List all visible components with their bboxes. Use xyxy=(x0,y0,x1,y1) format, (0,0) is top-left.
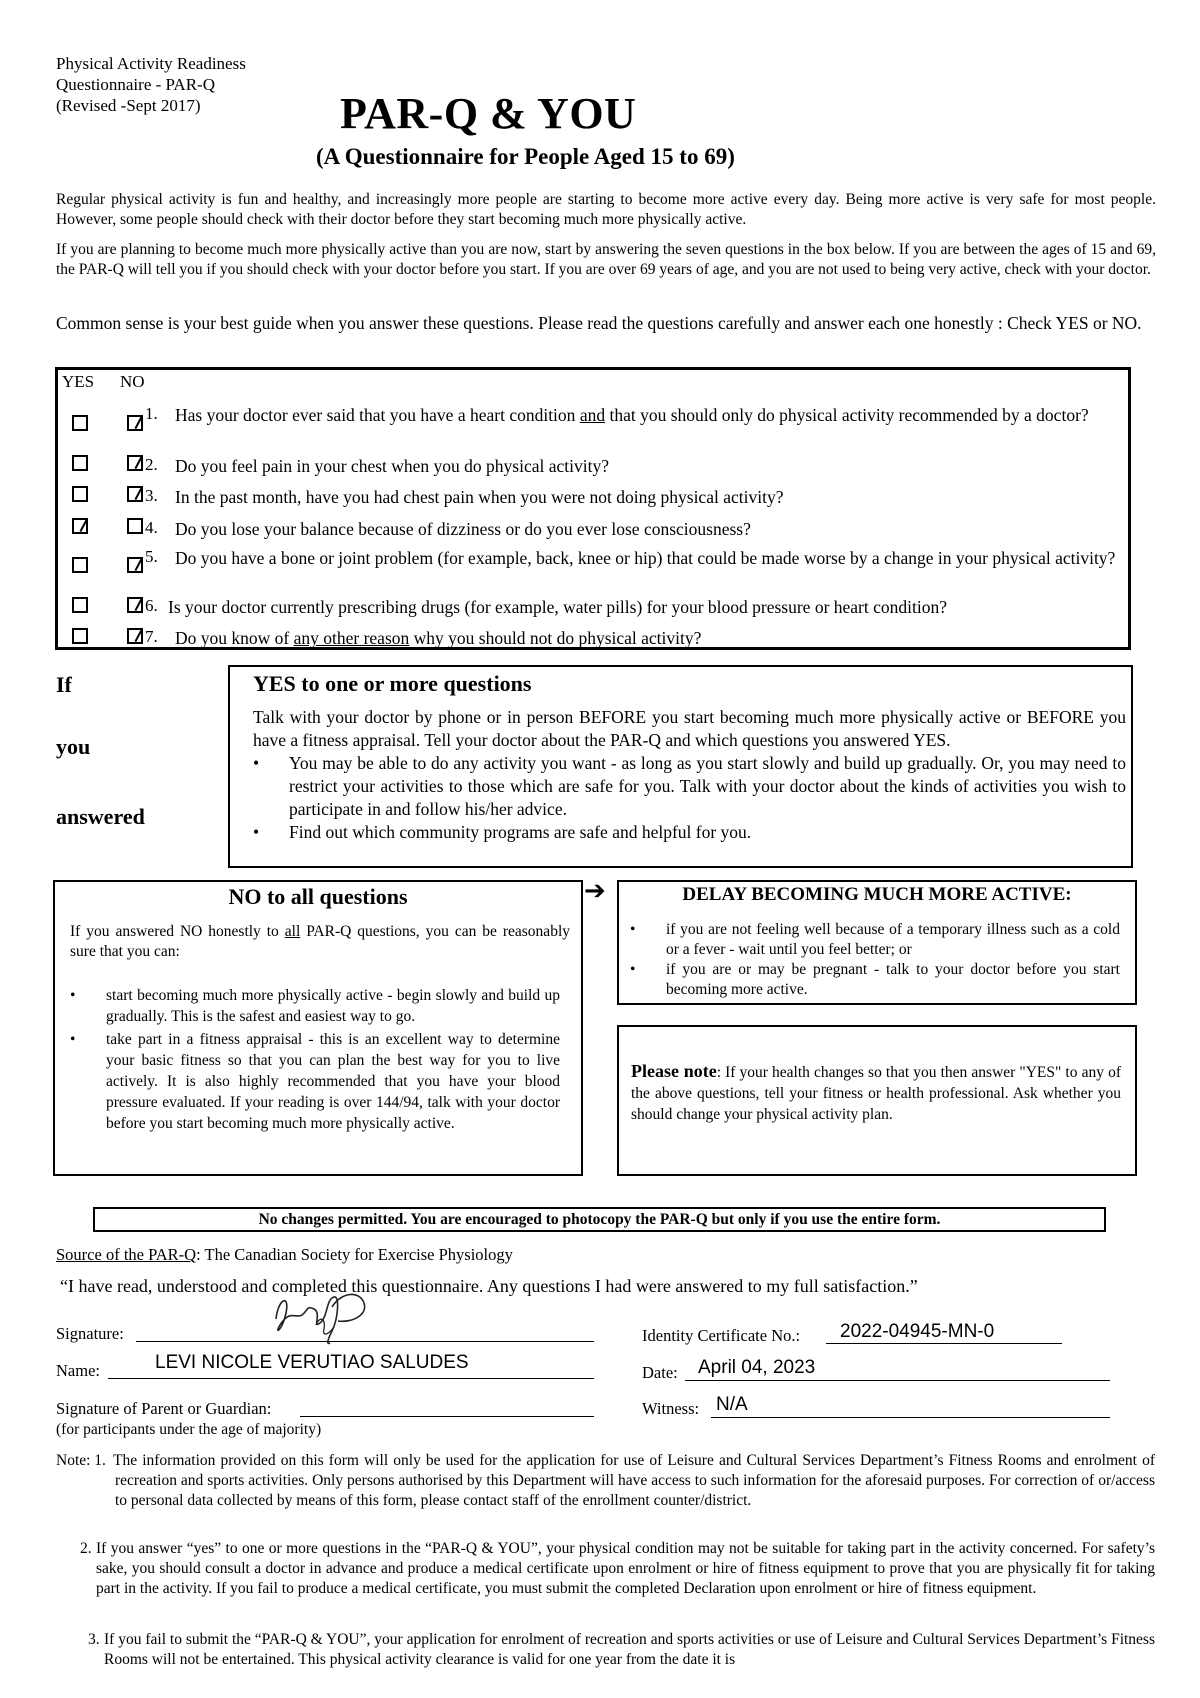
parent-signature-field[interactable] xyxy=(300,1416,594,1417)
q6-text: Is your doctor currently prescribing drugs (for example, water pills) for your blood pressure or heart condition? xyxy=(168,597,947,617)
note-3-prefix: 3. xyxy=(88,1631,100,1648)
q1-yes-checkbox[interactable] xyxy=(72,415,88,431)
witness-label: Witness: xyxy=(642,1399,700,1418)
no-box-heading: NO to all questions xyxy=(228,884,408,909)
q1-text xyxy=(175,404,1125,426)
parent-note: (for participants under the age of majority) xyxy=(56,1421,322,1438)
no-column-header: NO xyxy=(120,372,145,391)
witness-value: N/A xyxy=(716,1394,748,1415)
yes-box-heading: YES to one or more questions xyxy=(253,671,532,696)
q1-number: 1. xyxy=(145,404,158,423)
q2-number: 2. xyxy=(145,455,158,474)
note-2-prefix: 2. xyxy=(80,1540,92,1557)
q5-no-checkbox[interactable] xyxy=(127,557,143,573)
list-item: • if you are not feeling well because of a temporary illness such as a cold or a fever - wait until you feel better; or xyxy=(630,920,1120,960)
no-changes-banner: No changes permitted. You are encouraged to photocopy the PAR-Q but only if you use the entire form. xyxy=(93,1207,1106,1232)
no-box-intro xyxy=(70,922,570,962)
intro-paragraph-2: If you are planning to become much more physically active than you are now, start by answering the seven questions in the box below. If you are between the ages of 15 and 69, the PAR-Q will tell you if you should check with your doctor before you start. If you are over 69 years of age, and you are not used to being very active, check with your doctor. xyxy=(56,241,1156,278)
witness-field[interactable] xyxy=(711,1417,1110,1418)
please-note-body: : If your health changes so that you then answer "YES" to any of the above questions, tell your fitness or health professional. Ask whether you should change your physical activity plan. xyxy=(631,1064,1121,1123)
identity-value: 2022-04945-MN-0 xyxy=(840,1321,995,1342)
list-item: • You may be able to do any activity you want - as long as you start slowly and build up gradually. Or, you may need to restrict your activities to those which are safe for you. Talk with your doctor about the kinds of activities you wish to participate in and follow his/her advice. xyxy=(253,752,1126,821)
intro-paragraph-1: Regular physical activity is fun and healthy, and increasingly more people are starting to become more active every day. Being more active is very safe for most people. However, some people should check with their doctor before they start becoming much more physically active. xyxy=(56,191,1156,228)
q1-text-a: Has your doctor ever said that you have a heart condition xyxy=(175,405,580,425)
form-reference-line: Questionnaire - PAR-Q xyxy=(56,75,215,94)
no-box-intro-underlined: all xyxy=(284,923,301,940)
list-item: • take part in a fitness appraisal - this is an excellent way to determine your basic fitness so that you can plan the best way for you to live actively. It is also highly recommended that you have your blood pressure evaluated. If your reading is over 144/94, talk with your doctor before you start becoming much more physically active. xyxy=(70,1029,560,1134)
please-note-text xyxy=(631,1061,1121,1125)
q3-no-checkbox[interactable] xyxy=(127,486,143,502)
q7-text-a: Do you know of xyxy=(175,628,294,648)
form-reference xyxy=(56,53,246,116)
q6-number: 6. xyxy=(145,596,158,615)
q2-text: Do you feel pain in your chest when you do physical activity? xyxy=(175,456,609,476)
q6-yes-checkbox[interactable] xyxy=(72,597,88,613)
yes-column-header: YES xyxy=(62,372,95,391)
delay-box-heading: DELAY BECOMING MUCH MORE ACTIVE: xyxy=(682,884,1072,905)
q4-no-checkbox[interactable] xyxy=(127,518,143,534)
q1-no-checkbox[interactable] xyxy=(127,415,143,431)
name-label: Name: xyxy=(56,1361,100,1380)
page-title: PAR-Q & YOU xyxy=(340,89,637,138)
q7-number: 7. xyxy=(145,627,158,646)
q7-no-checkbox[interactable] xyxy=(127,628,143,644)
no-box-intro-b: PAR-Q questions, you can be reasonably sure that you can: xyxy=(70,923,570,960)
page-subtitle: (A Questionnaire for People Aged 15 to 69) xyxy=(316,144,735,169)
identity-field[interactable] xyxy=(826,1343,1062,1344)
q7-text-underlined: any other reason xyxy=(293,628,410,648)
date-value: April 04, 2023 xyxy=(698,1357,816,1378)
note-3: If you fail to submit the “PAR-Q & YOU”, your application for enrolment of recreation and sports activities or use of Leisure and Cultural Services Department’s Fitness Rooms will not be entertained. This physical activity clearance is valid for one year from the date it is xyxy=(104,1631,1155,1668)
intro-paragraph-3: Common sense is your best guide when you answer these questions. Please read the questions carefully and answer each one honestly : Check YES or NO. xyxy=(56,313,1142,333)
q5-yes-checkbox[interactable] xyxy=(72,557,88,573)
q7-text-b: why you should not do physical activity? xyxy=(409,628,702,648)
q6-no-checkbox[interactable] xyxy=(127,597,143,613)
note-1-prefix: Note: 1. xyxy=(56,1452,106,1469)
no-box-intro-a: If you answered NO honestly to xyxy=(70,923,285,940)
q2-yes-checkbox[interactable] xyxy=(72,455,88,471)
signature-image xyxy=(268,1285,378,1351)
q5-text: Do you have a bone or joint problem (for example, back, knee or hip) that could be made worse by a change in your physical activity? xyxy=(175,548,1116,568)
q7-yes-checkbox[interactable] xyxy=(72,628,88,644)
q1-text-b: that you should only do physical activity recommended by a doctor? xyxy=(605,405,1089,425)
q3-number: 3. xyxy=(145,486,158,505)
q2-no-checkbox[interactable] xyxy=(127,455,143,471)
form-reference-line: (Revised -Sept 2017) xyxy=(56,96,201,115)
list-item: • Find out which community programs are safe and helpful for you. xyxy=(253,821,1126,844)
source-label: Source of the PAR-Q xyxy=(56,1245,197,1264)
q4-yes-checkbox[interactable] xyxy=(72,518,88,534)
delay-box-bullets xyxy=(630,920,1120,1000)
q4-number: 4. xyxy=(145,518,158,537)
you-label: you xyxy=(56,734,91,759)
list-item: • if you are or may be pregnant - talk to your doctor before you start becoming more active. xyxy=(630,960,1120,1000)
q7-text xyxy=(175,627,1125,649)
declaration: “I have read, understood and completed this questionnaire. Any questions I had were answered to my full satisfaction.” xyxy=(60,1276,918,1296)
source-text: : The Canadian Society for Exercise Physiology xyxy=(196,1245,513,1264)
yes-box-text: Talk with your doctor by phone or in person BEFORE you start becoming much more physically active or BEFORE you have a fitness appraisal. Tell your doctor about the PAR-Q and which questions you answered YES. xyxy=(253,707,1126,750)
note-2: If you answer “yes” to one or more questions in the “PAR-Q & YOU”, your physical condition may not be suitable for taking part in the activity concerned. For safety’s sake, you should consult a doctor in advance and produce a medical certificate upon enrolment or hire of fitness equipment to prove that you are physically fit for taking part in the activity. If you fail to produce a medical certificate, you must submit the completed Declaration upon enrolment or hire of fitness equipment. xyxy=(96,1540,1155,1597)
name-field[interactable] xyxy=(108,1378,594,1379)
q4-text: Do you lose your balance because of dizziness or do you ever lose consciousness? xyxy=(175,519,751,539)
answered-label: answered xyxy=(56,804,145,829)
q3-text: In the past month, have you had chest pain when you were not doing physical activity? xyxy=(175,487,784,507)
identity-label: Identity Certificate No.: xyxy=(642,1326,801,1345)
form-reference-line: Physical Activity Readiness xyxy=(56,54,246,73)
signature-label: Signature: xyxy=(56,1324,124,1343)
parent-signature-label: Signature of Parent or Guardian: xyxy=(56,1399,272,1418)
yes-box-body xyxy=(253,706,1126,844)
please-note-label: Please note xyxy=(631,1061,717,1081)
list-item: • start becoming much more physically active - begin slowly and build up gradually. This is the safest and easiest way to go. xyxy=(70,985,560,1027)
q5-number: 5. xyxy=(145,547,158,566)
name-value: LEVI NICOLE VERUTIAO SALUDES xyxy=(155,1352,469,1373)
arrow-icon: ➔ xyxy=(584,876,606,906)
source-line xyxy=(56,1245,513,1265)
if-label: If xyxy=(56,672,72,697)
note-1: The information provided on this form will only be used for the application for use of Leisure and Cultural Services Department’s Fitness Rooms and enrolment of recreation and sports activities. Only persons authorised by this Department will have access to such information for the aforesaid purposes. For correction of or/access to personal data collected by means of this form, please contact staff of the enrollment counter/district. xyxy=(113,1452,1155,1509)
date-field[interactable] xyxy=(685,1380,1110,1381)
date-label: Date: xyxy=(642,1363,678,1382)
no-box-bullets xyxy=(70,985,560,1134)
yes-box-bullets xyxy=(253,752,1126,844)
q1-text-underlined: and xyxy=(579,405,606,425)
q3-yes-checkbox[interactable] xyxy=(72,486,88,502)
